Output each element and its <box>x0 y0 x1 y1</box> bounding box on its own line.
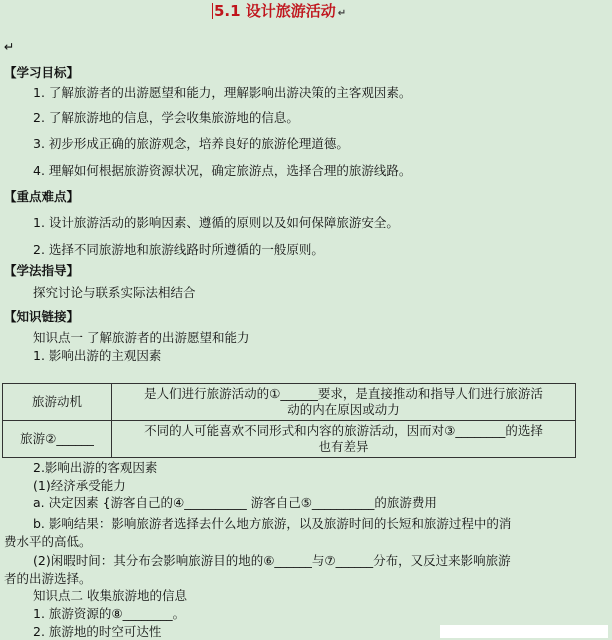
effect-line: b. 影响结果：影响旅游者选择去什么地方旅游，以及旅游时间的长短和旅游过程中的消 <box>33 516 512 531</box>
kp2-item: 2. 旅游地的时空可达性 <box>33 624 162 639</box>
keypoint-item: 1. 设计旅游活动的影响因素、遵循的原则以及如何保障旅游安全。 <box>33 215 399 230</box>
cell-line: 动的内在原因或动力 <box>287 402 400 417</box>
kp1-title: 知识点一 了解旅游者的出游愿望和能力 <box>33 330 250 345</box>
table-head-cell: 旅游②______ <box>3 421 112 458</box>
kp2-item: 1. 旅游资源的⑧________。 <box>33 606 186 621</box>
leisure-line: (2)闲暇时间：其分布会影响旅游目的地的⑥______与⑦______分布，又反过来影响旅游 <box>33 553 511 568</box>
table-row <box>3 384 576 421</box>
effect-line: 费水平的高低。 <box>4 534 92 549</box>
kp2-title: 知识点二 收集旅游地的信息 <box>33 588 187 603</box>
table-cell <box>112 421 576 458</box>
method-heading: 【学法指导】 <box>4 263 80 278</box>
table-head-cell: 旅游动机 <box>3 384 112 421</box>
table-row <box>3 421 576 458</box>
leisure-line: 者的出游选择。 <box>4 571 92 586</box>
motivation-table <box>2 383 576 458</box>
decision-factors: a. 决定因素 {游客自己的④__________ 游客自己⑤__________的旅游费用 <box>33 495 437 510</box>
economic-ability: (1)经济承受能力 <box>33 478 126 493</box>
objective-item: 3. 初步形成正确的旅游观念，培养良好的旅游伦理道德。 <box>33 136 349 151</box>
objective-factors-heading: 2.影响出游的客观因素 <box>33 460 158 475</box>
page-title <box>212 0 346 21</box>
method-text: 探究讨论与联系实际法相结合 <box>33 285 196 300</box>
objective-item: 4. 理解如何根据旅游资源状况，确定旅游点，选择合理的旅游线路。 <box>33 163 412 178</box>
title-text: 5.1 设计旅游活动 <box>214 2 336 20</box>
links-heading: 【知识链接】 <box>4 309 80 324</box>
keypoints-heading: 【重点难点】 <box>4 189 80 204</box>
cell-line: 是人们进行旅游活动的①______要求，是直接推动和指导人们进行旅游活 <box>144 386 543 401</box>
paragraph-mark: ↵ <box>337 8 347 19</box>
kp1-subheading: 1. 影响出游的主观因素 <box>33 348 162 363</box>
text-cursor <box>212 3 213 19</box>
keypoint-item: 2. 选择不同旅游地和旅游线路时所遵循的一般原则。 <box>33 242 324 257</box>
table-cell <box>112 384 576 421</box>
blank-paragraph-mark: ↵ <box>4 39 15 54</box>
objective-item: 1. 了解旅游者的出游愿望和能力，理解影响出游决策的主客观因素。 <box>33 85 412 100</box>
objective-item: 2. 了解旅游地的信息，学会收集旅游地的信息。 <box>33 110 299 125</box>
white-patch <box>440 625 608 638</box>
objectives-heading: 【学习目标】 <box>4 65 80 80</box>
cell-line: 也有差异 <box>318 439 369 454</box>
cell-line: 不同的人可能喜欢不同形式和内容的旅游活动，因而对③________的选择 <box>144 423 543 438</box>
